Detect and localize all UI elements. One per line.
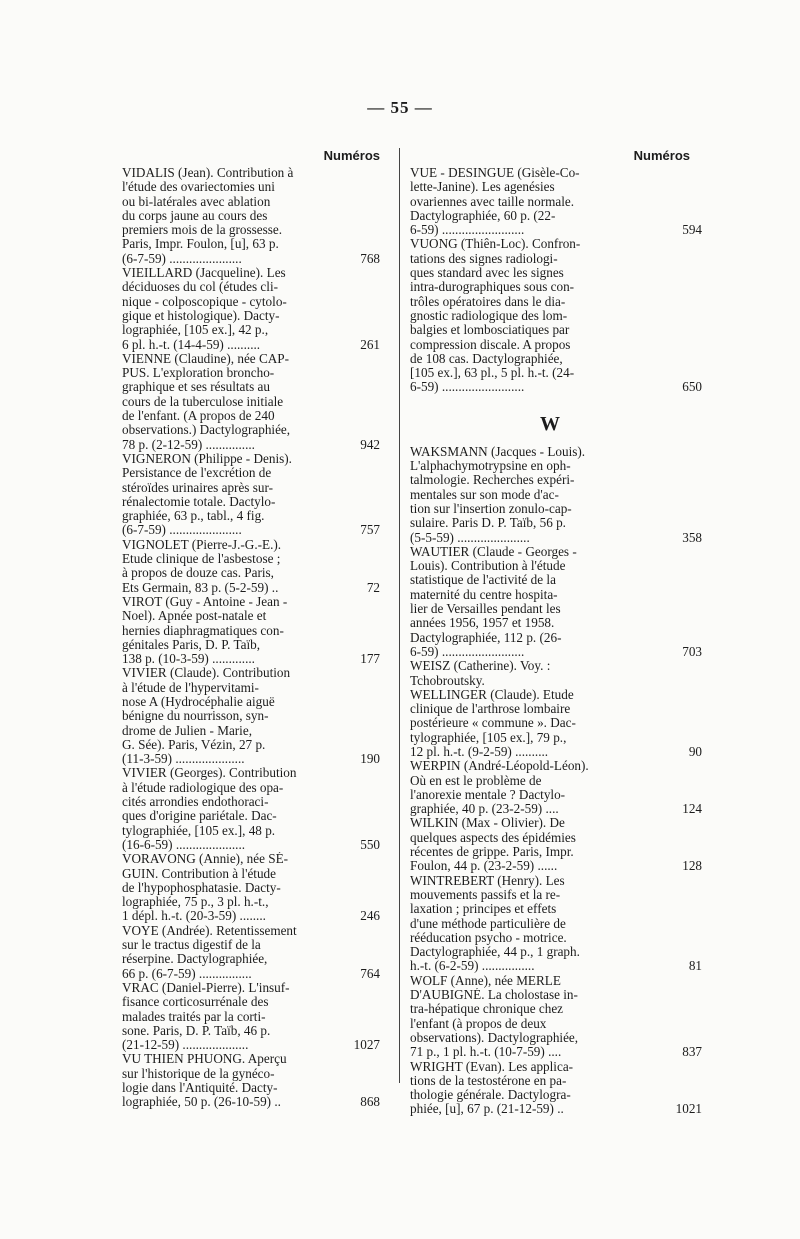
entry-line: maternité du centre hospita- xyxy=(410,587,558,602)
entry-line: VORAVONG (Annie), née SÉ- xyxy=(122,852,289,867)
entry-line: lier de Versailles pendant les xyxy=(410,602,561,617)
index-entry xyxy=(410,873,702,974)
entry-line: WINTREBERT (Henry). Les xyxy=(410,873,565,888)
entry-line: 1 dépl. h.-t. (20-3-59) ........ xyxy=(122,909,266,924)
entry-line: (21-12-59) .................... xyxy=(122,1038,249,1053)
entry-line: 78 p. (2-12-59) ............... xyxy=(122,437,255,452)
entry-line: 6-59) ......................... xyxy=(410,223,525,238)
section-letter: W xyxy=(540,412,560,435)
page-number: — 55 — xyxy=(367,98,433,117)
entry-line: PUS. L'exploration broncho- xyxy=(122,366,275,381)
entry-line: graphiée, 40 p. (23-2-59) .... xyxy=(410,802,559,817)
entry-line: GUIN. Contribution à l'étude xyxy=(122,866,277,881)
entry-line: trôles opératoires dans le dia- xyxy=(410,294,566,309)
column-divider xyxy=(399,148,400,1083)
entry-line: observations). Dactylographiée, xyxy=(410,1030,579,1045)
entry-number: 650 xyxy=(682,379,702,395)
entry-number: 177 xyxy=(360,651,380,667)
entry-line: WILKIN (Max - Olivier). De xyxy=(410,816,565,831)
index-entry xyxy=(122,981,380,1052)
entry-line: ques standard avec les signes xyxy=(410,266,564,281)
entry-line: à l'étude radiologique des opa- xyxy=(122,780,284,795)
entry-number: 128 xyxy=(682,858,702,874)
entry-line: lographiée, 50 p. (26-10-59) .. xyxy=(122,1095,281,1110)
index-entry xyxy=(410,544,702,659)
entry-line: WOLF (Anne), née MERLE xyxy=(410,973,561,988)
column-header: Numéros xyxy=(633,148,690,163)
entry-number: 768 xyxy=(360,250,380,266)
entry-line: de l'hypophosphatasie. Dacty- xyxy=(122,880,281,895)
entry-line: cités arrondies endothoraci- xyxy=(122,795,269,810)
entry-number: 124 xyxy=(682,801,702,817)
index-entry xyxy=(410,659,690,688)
entry-line: Noel). Apnée post-natale et xyxy=(122,609,267,624)
entry-number: 1021 xyxy=(675,1101,702,1117)
entry-line: VUONG (Thiên-Loc). Confron- xyxy=(410,237,581,252)
entry-line: 66 p. (6-7-59) ................ xyxy=(122,966,252,981)
entry-line: réserpine. Dactylographiée, xyxy=(122,952,268,967)
entry-line: WELLINGER (Claude). Etude xyxy=(410,687,574,702)
entry-line: à propos de douze cas. Paris, xyxy=(122,566,274,581)
entry-line: lographiée, 75 p., 3 pl. h.-t., xyxy=(122,895,269,910)
entry-line: D'AUBIGNÉ. La cholostase in- xyxy=(410,988,578,1003)
entry-line: stéroïdes urinaires après sur- xyxy=(122,480,273,495)
entry-line: rééducation psycho - motrice. xyxy=(410,930,567,945)
index-entry xyxy=(122,452,380,538)
entry-number: 90 xyxy=(688,743,702,759)
entry-line: l'étude des ovariectomies uni xyxy=(122,180,275,195)
entry-line: balgies et lombosciatiques par xyxy=(410,323,570,338)
entry-line: déciduoses du col (études cli- xyxy=(122,280,279,295)
entry-line: tations des signes radiologi- xyxy=(410,251,558,266)
entry-line: VU THIEN PHUONG. Aperçu xyxy=(122,1052,287,1067)
entry-line: récentes de grippe. Paris, Impr. xyxy=(410,845,574,860)
entry-line: intra-durographiques sous con- xyxy=(410,280,575,295)
entry-line: VIGNOLET (Pierre-J.-G.-E.). xyxy=(122,537,282,552)
entry-line: VIGNERON (Philippe - Denis). xyxy=(122,451,292,466)
entry-number: 1027 xyxy=(353,1037,380,1053)
entry-line: cours de la tuberculose initiale xyxy=(122,394,284,409)
entry-line: d'une méthode particulière de xyxy=(410,916,566,931)
entry-line: tions de la testostérone en pa- xyxy=(410,1073,567,1088)
entry-line: phiée, [u], 67 p. (21-12-59) .. xyxy=(410,1102,564,1117)
entry-line: nique - colposcopique - cytolo- xyxy=(122,294,287,309)
entry-line: gnostic radiologique des lom- xyxy=(410,308,568,323)
entry-line: talmologie. Recherches expéri- xyxy=(410,473,575,488)
entry-line: (5-5-59) ...................... xyxy=(410,530,530,545)
entry-line: mouvements passifs et la re- xyxy=(410,887,561,902)
entry-line: tra-hépatique chronique chez xyxy=(410,1002,564,1017)
entry-line: tylographiée, [105 ex.], 79 p., xyxy=(410,730,567,745)
index-entry xyxy=(122,538,380,595)
entry-line: graphique et ses résultats au xyxy=(122,380,270,395)
index-entry xyxy=(410,816,702,874)
index-entry xyxy=(122,666,380,766)
entry-line: WAKSMANN (Jacques - Louis). xyxy=(410,444,586,459)
entry-line: (6-7-59) ...................... xyxy=(122,523,242,538)
entry-line: lographiée, [105 ex.], 42 p., xyxy=(122,323,269,338)
entry-line: sur le tractus digestif de la xyxy=(122,938,261,953)
left-column xyxy=(122,148,380,1110)
entry-line: logie dans l'Antiquité. Dacty- xyxy=(122,1081,278,1095)
entry-line: Tchobroutsky. xyxy=(410,673,485,688)
index-entry xyxy=(122,352,380,452)
entry-line: thologie générale. Dactylogra- xyxy=(410,1088,571,1103)
entry-line: à l'étude de l'hypervitami- xyxy=(122,680,259,695)
entry-line: mentales sur son mode d'ac- xyxy=(410,487,559,502)
entry-line: nose A (Hydrocéphalie aiguë xyxy=(122,694,275,709)
entry-line: Foulon, 44 p. (23-2-59) ...... xyxy=(410,859,558,874)
entry-line: Louis). Contribution à l'étude xyxy=(410,559,566,574)
index-entry xyxy=(410,973,702,1060)
entry-line: du corps jaune au cours des xyxy=(122,208,268,223)
entry-line: L'alphachymotrypsine en oph- xyxy=(410,459,571,474)
entry-line: premiers mois de la grossesse. xyxy=(122,223,283,238)
index-entry xyxy=(122,1052,380,1109)
entry-line: Dactylographiée, 44 p., 1 graph. xyxy=(410,945,580,960)
index-entry xyxy=(410,444,702,545)
entry-line: WRIGHT (Evan). Les applica- xyxy=(410,1059,574,1074)
entry-line: de l'enfant. (A propos de 240 xyxy=(122,409,275,424)
entry-line: VIDALIS (Jean). Contribution à xyxy=(122,166,294,180)
entry-line: VRAC (Daniel-Pierre). L'insuf- xyxy=(122,980,290,995)
entry-line: l'enfant (à propos de deux xyxy=(410,1016,547,1031)
entry-line: sur l'historique de la gynéco- xyxy=(122,1066,275,1081)
entry-line: laxation ; principes et effets xyxy=(410,902,557,917)
entry-number: 942 xyxy=(360,436,380,452)
right-entries-w xyxy=(410,444,702,1117)
entry-number: 837 xyxy=(682,1044,702,1060)
entry-line: (6-7-59) ...................... xyxy=(122,251,242,266)
entry-line: hernies diaphragmatiques con- xyxy=(122,623,284,638)
entry-line: ou bi-latérales avec ablation xyxy=(122,194,271,209)
entry-number: 757 xyxy=(360,522,380,538)
right-entries-v xyxy=(410,166,702,395)
entry-line: 6 pl. h.-t. (14-4-59) .......... xyxy=(122,337,261,352)
entry-line: VIROT (Guy - Antoine - Jean - xyxy=(122,594,288,609)
entry-line: Etude clinique de l'asbestose ; xyxy=(122,552,281,567)
entry-line: (16-6-59) ..................... xyxy=(122,837,246,852)
entry-number: 72 xyxy=(366,579,380,595)
entry-number: 703 xyxy=(682,643,702,659)
entry-number: 190 xyxy=(360,751,380,767)
entry-line: tylographiée, [105 ex.], 48 p. xyxy=(122,823,276,838)
entry-line: 138 p. (10-3-59) ............. xyxy=(122,652,255,667)
entry-line: VIVIER (Claude). Contribution xyxy=(122,666,291,681)
index-entry xyxy=(410,166,702,238)
entry-line: années 1956, 1957 et 1958. xyxy=(410,616,555,631)
entry-line: génitales Paris, D. P. Taïb, xyxy=(122,637,261,652)
index-entry xyxy=(410,687,702,759)
entry-number: 261 xyxy=(360,336,380,352)
entry-line: fisance corticosurrénale des xyxy=(122,995,269,1010)
entry-line: G. Sée). Paris, Vézin, 27 p. xyxy=(122,737,266,752)
entry-number: 358 xyxy=(682,529,702,545)
index-entry xyxy=(122,766,380,852)
index-entry xyxy=(122,852,380,923)
right-column xyxy=(410,148,702,1117)
left-entries xyxy=(122,166,380,1110)
entry-line: graphiée, 63 p., tabl., 4 fig. xyxy=(122,509,265,524)
entry-line: postérieure « commune ». Dac- xyxy=(410,716,576,731)
entry-line: WEISZ (Catherine). Voy. : xyxy=(410,659,551,674)
entry-line: WERPIN (André-Léopold-Léon). xyxy=(410,759,589,774)
entry-number: 764 xyxy=(360,965,380,981)
entry-line: observations.) Dactylographiée, xyxy=(122,423,291,438)
entry-line: sone. Paris, D. P. Taïb, 46 p. xyxy=(122,1023,271,1038)
index-entry xyxy=(122,595,380,666)
entry-line: statistique de l'activité de la xyxy=(410,573,556,588)
entry-line: sulaire. Paris D. P. Taïb, 56 p. xyxy=(410,516,566,531)
entry-line: h.-t. (6-2-59) ................ xyxy=(410,959,535,974)
entry-line: lette-Janine). Les agenésies xyxy=(410,180,555,195)
entry-line: WAUTIER (Claude - Georges - xyxy=(410,544,577,559)
entry-line: Dactylographiée, 60 p. (22- xyxy=(410,208,556,223)
entry-number: 81 xyxy=(688,958,702,974)
index-entry xyxy=(410,1059,702,1117)
index-entry xyxy=(410,237,702,395)
index-entry xyxy=(122,266,380,352)
entry-line: (11-3-59) ..................... xyxy=(122,752,245,767)
entry-line: 12 pl. h.-t. (9-2-59) .......... xyxy=(410,744,549,759)
entry-line: Paris, Impr. Foulon, [u], 63 p. xyxy=(122,237,279,252)
entry-line: de 108 cas. Dactylographiée, xyxy=(410,351,563,366)
index-entry xyxy=(122,924,380,981)
entry-line: bénigne du nourrisson, syn- xyxy=(122,709,269,724)
entry-number: 246 xyxy=(360,908,380,924)
entry-line: quelques aspects des épidémies xyxy=(410,830,576,845)
entry-line: drome de Julien - Marie, xyxy=(122,723,253,738)
entry-line: [105 ex.], 63 pl., 5 pl. h.-t. (24- xyxy=(410,366,575,381)
entry-line: VOYE (Andrée). Retentissement xyxy=(122,923,297,938)
entry-line: VUE - DESINGUE (Gisèle-Co- xyxy=(410,166,580,180)
entry-line: gique et histologique). Dacty- xyxy=(122,308,280,323)
entry-line: Persistance de l'excrétion de xyxy=(122,466,272,481)
entry-number: 594 xyxy=(682,222,702,238)
entry-number: 550 xyxy=(360,836,380,852)
entry-line: 71 p., 1 pl. h.-t. (10-7-59) .... xyxy=(410,1045,562,1060)
index-entry xyxy=(122,166,380,266)
entry-line: 6-59) ......................... xyxy=(410,380,525,395)
entry-line: VIENNE (Claudine), née CAP- xyxy=(122,351,290,366)
entry-line: Ets Germain, 83 p. (5-2-59) .. xyxy=(122,580,279,595)
entry-line: Dactylographiée, 112 p. (26- xyxy=(410,630,562,645)
entry-line: compression discale. A propos xyxy=(410,337,571,352)
entry-line: ques d'origine pariétale. Dac- xyxy=(122,809,277,824)
entry-line: Où en est le problème de xyxy=(410,773,542,788)
entry-number: 868 xyxy=(360,1094,380,1110)
entry-line: l'anorexie mentale ? Dactylo- xyxy=(410,787,566,802)
entry-line: VIEILLARD (Jacqueline). Les xyxy=(122,266,286,281)
entry-line: 6-59) ......................... xyxy=(410,644,525,659)
entry-line: tion sur l'insertion zonulo-cap- xyxy=(410,501,572,516)
entry-line: rénalectomie totale. Dactylo- xyxy=(122,494,276,509)
column-header: Numéros xyxy=(323,148,380,163)
entry-line: clinique de l'arthrose lombaire xyxy=(410,702,571,717)
entry-line: ovariennes avec taille normale. xyxy=(410,194,575,209)
index-entry xyxy=(410,759,702,817)
entry-line: VIVIER (Georges). Contribution xyxy=(122,766,297,781)
entry-line: malades traités par la corti- xyxy=(122,1009,266,1024)
